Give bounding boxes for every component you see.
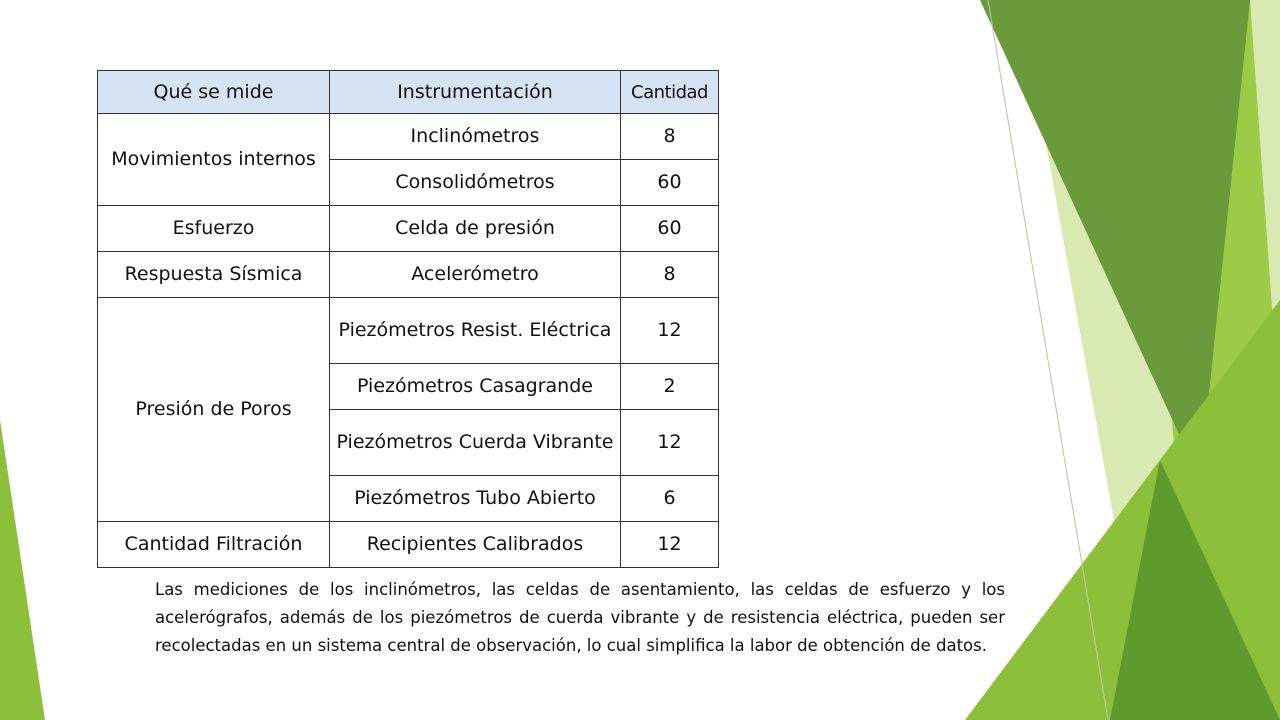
table-row: [98, 298, 719, 364]
instrument-cell: Piezómetros Tubo Abierto: [330, 476, 621, 522]
table-row: [98, 114, 719, 160]
instrument-cell: Acelerómetro: [330, 252, 621, 298]
instrument-cell: Recipientes Calibrados: [330, 522, 621, 568]
instrument-cell: Inclinómetros: [330, 114, 621, 160]
note-paragraph: Las mediciones de los inclinómetros, las celdas de asentamiento, las celdas de esfuerzo y los acelerógrafos, además de los piezómetros de cuerda vibrante y de resistencia eléctrica, pueden ser recolectadas en un sistema central de observación, lo cual simplifica la labor de obtención de datos.: [155, 580, 1005, 655]
measure-cell: Cantidad Filtración: [98, 522, 330, 568]
header-measure: Qué se mide: [98, 71, 330, 114]
instrument-cell: Consolidómetros: [330, 160, 621, 206]
measure-cell: Respuesta Sísmica: [98, 252, 330, 298]
quantity-cell: 8: [621, 114, 719, 160]
quantity-cell: 2: [621, 364, 719, 410]
table-header-row: [98, 71, 719, 114]
measure-cell: Movimientos internos: [98, 114, 330, 206]
quantity-cell: 60: [621, 206, 719, 252]
left-green-sliver: [0, 420, 45, 720]
instrument-cell: Celda de presión: [330, 206, 621, 252]
instrument-cell: Piezómetros Casagrande: [330, 364, 621, 410]
quantity-cell: 12: [621, 298, 719, 364]
quantity-cell: 6: [621, 476, 719, 522]
header-quantity: Cantidad: [621, 71, 719, 114]
quantity-cell: 12: [621, 410, 719, 476]
measure-cell: Presión de Poros: [98, 298, 330, 522]
quantity-cell: 60: [621, 160, 719, 206]
table-row: [98, 206, 719, 252]
quantity-cell: 12: [621, 522, 719, 568]
table-row: [98, 522, 719, 568]
instrumentation-table: [97, 70, 719, 568]
instrument-cell: Piezómetros Resist. Eléctrica: [330, 298, 621, 364]
table-row: [98, 252, 719, 298]
header-instrument: Instrumentación: [330, 71, 621, 114]
quantity-cell: 8: [621, 252, 719, 298]
measure-cell: Esfuerzo: [98, 206, 330, 252]
instrument-cell: Piezómetros Cuerda Vibrante: [330, 410, 621, 476]
